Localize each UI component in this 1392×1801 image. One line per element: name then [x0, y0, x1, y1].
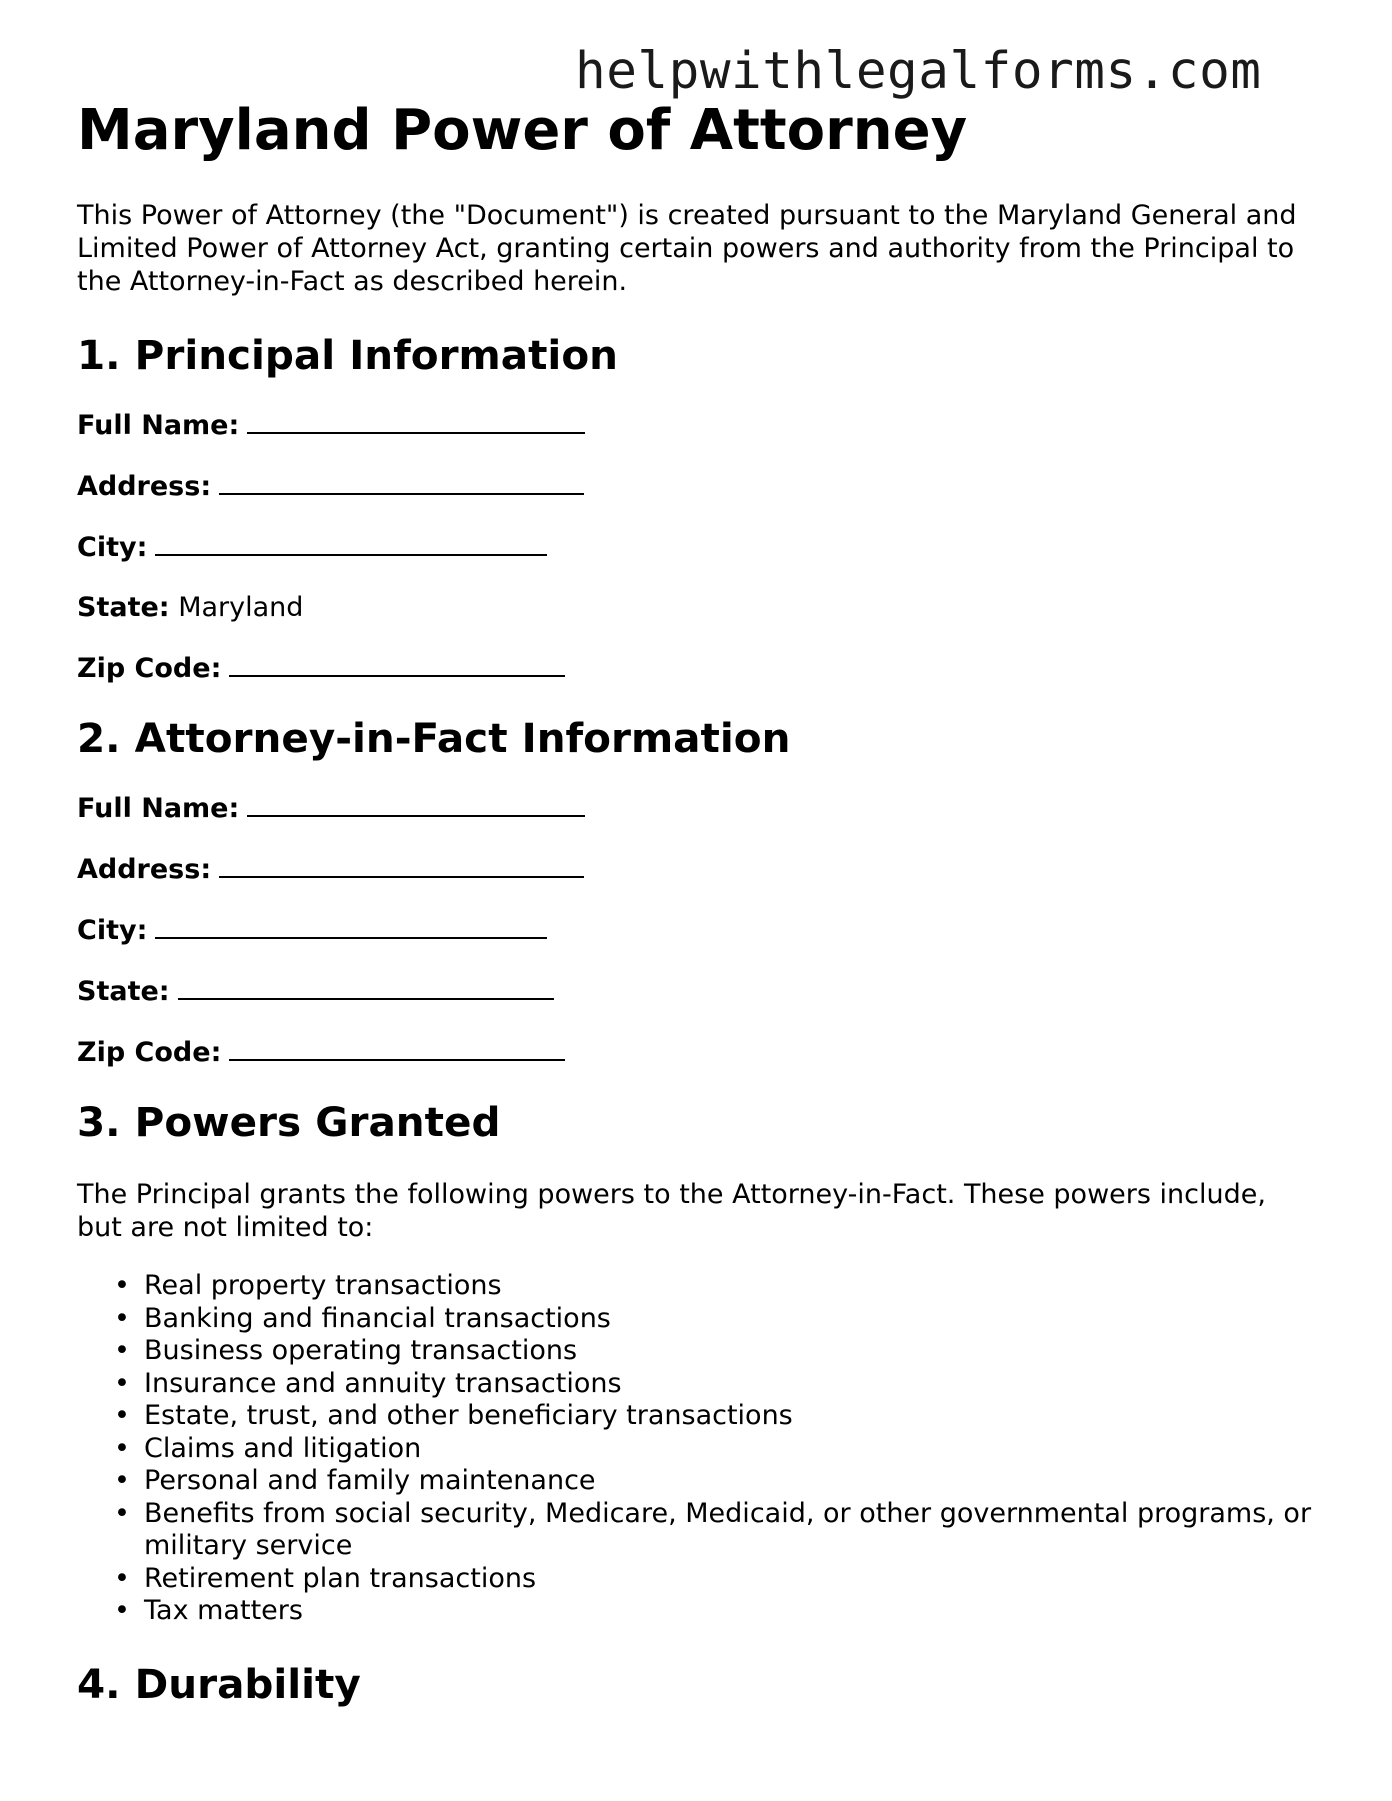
attorney-zip-field[interactable] — [77, 1035, 1317, 1069]
powers-intro-paragraph: The Principal grants the following powers to the Attorney-in-Fact. These powers include, but are not limited to: — [77, 1179, 1266, 1243]
list-item: • Banking and financial transactions — [144, 1303, 1314, 1336]
principal-state-label: State: — [77, 592, 170, 623]
principal-city-label: City: — [77, 532, 148, 563]
site-watermark: helpwithlegalforms.com — [575, 42, 1262, 101]
attorney-address-blank[interactable] — [219, 852, 584, 878]
attorney-city-label: City: — [77, 915, 148, 946]
principal-address-field[interactable] — [77, 469, 1317, 503]
principal-section-heading: 1. Principal Information — [77, 331, 618, 379]
principal-full-name-field[interactable] — [77, 408, 1317, 442]
principal-zip-field[interactable] — [77, 651, 1317, 685]
principal-full-name-blank[interactable] — [247, 408, 585, 434]
list-item: • Business operating transactions — [144, 1335, 1314, 1368]
attorney-section-heading: 2. Attorney-in-Fact Information — [77, 714, 791, 762]
attorney-zip-label: Zip Code: — [77, 1037, 222, 1068]
principal-state-value: Maryland — [178, 592, 304, 623]
list-item: • Claims and litigation — [144, 1433, 1314, 1466]
list-item: • Insurance and annuity transactions — [144, 1368, 1314, 1401]
principal-city-field[interactable] — [77, 530, 1317, 564]
principal-state-field — [77, 591, 1317, 624]
principal-address-blank[interactable] — [219, 469, 584, 495]
attorney-address-label: Address: — [77, 854, 212, 885]
list-item: • Estate, trust, and other beneficiary transactions — [144, 1400, 1314, 1433]
principal-zip-blank[interactable] — [229, 651, 565, 677]
attorney-state-field[interactable] — [77, 974, 1317, 1008]
principal-full-name-label: Full Name: — [77, 410, 240, 441]
attorney-full-name-label: Full Name: — [77, 793, 240, 824]
list-item: • Real property transactions — [144, 1270, 1314, 1303]
attorney-state-blank[interactable] — [178, 974, 554, 1000]
powers-list — [77, 1270, 1317, 1628]
attorney-address-field[interactable] — [77, 852, 1317, 886]
list-item: • Retirement plan transactions — [144, 1563, 1314, 1596]
attorney-city-blank[interactable] — [155, 913, 547, 939]
principal-zip-label: Zip Code: — [77, 653, 222, 684]
attorney-full-name-field[interactable] — [77, 791, 1317, 825]
document-body — [77, 94, 1317, 1710]
intro-paragraph: This Power of Attorney (the "Document") is created pursuant to the Maryland General and Limited Power of Attorney Act, granting certain powers and authority from the Principal to the Attorney-in-Fact as described herein. — [77, 200, 1297, 297]
attorney-city-field[interactable] — [77, 913, 1317, 947]
list-item: • Benefits from social security, Medicare, Medicaid, or other governmental programs, or military service — [144, 1498, 1314, 1563]
principal-address-label: Address: — [77, 471, 212, 502]
list-item: • Tax matters — [144, 1595, 1314, 1628]
powers-section-heading: 3. Powers Granted — [77, 1098, 501, 1146]
list-item: • Personal and family maintenance — [144, 1465, 1314, 1498]
attorney-state-label: State: — [77, 976, 170, 1007]
principal-city-blank[interactable] — [155, 530, 547, 556]
attorney-full-name-blank[interactable] — [247, 791, 585, 817]
durability-section-heading: 4. Durability — [77, 1659, 361, 1708]
document-title: Maryland Power of Attorney — [77, 98, 968, 163]
attorney-zip-blank[interactable] — [229, 1035, 565, 1061]
